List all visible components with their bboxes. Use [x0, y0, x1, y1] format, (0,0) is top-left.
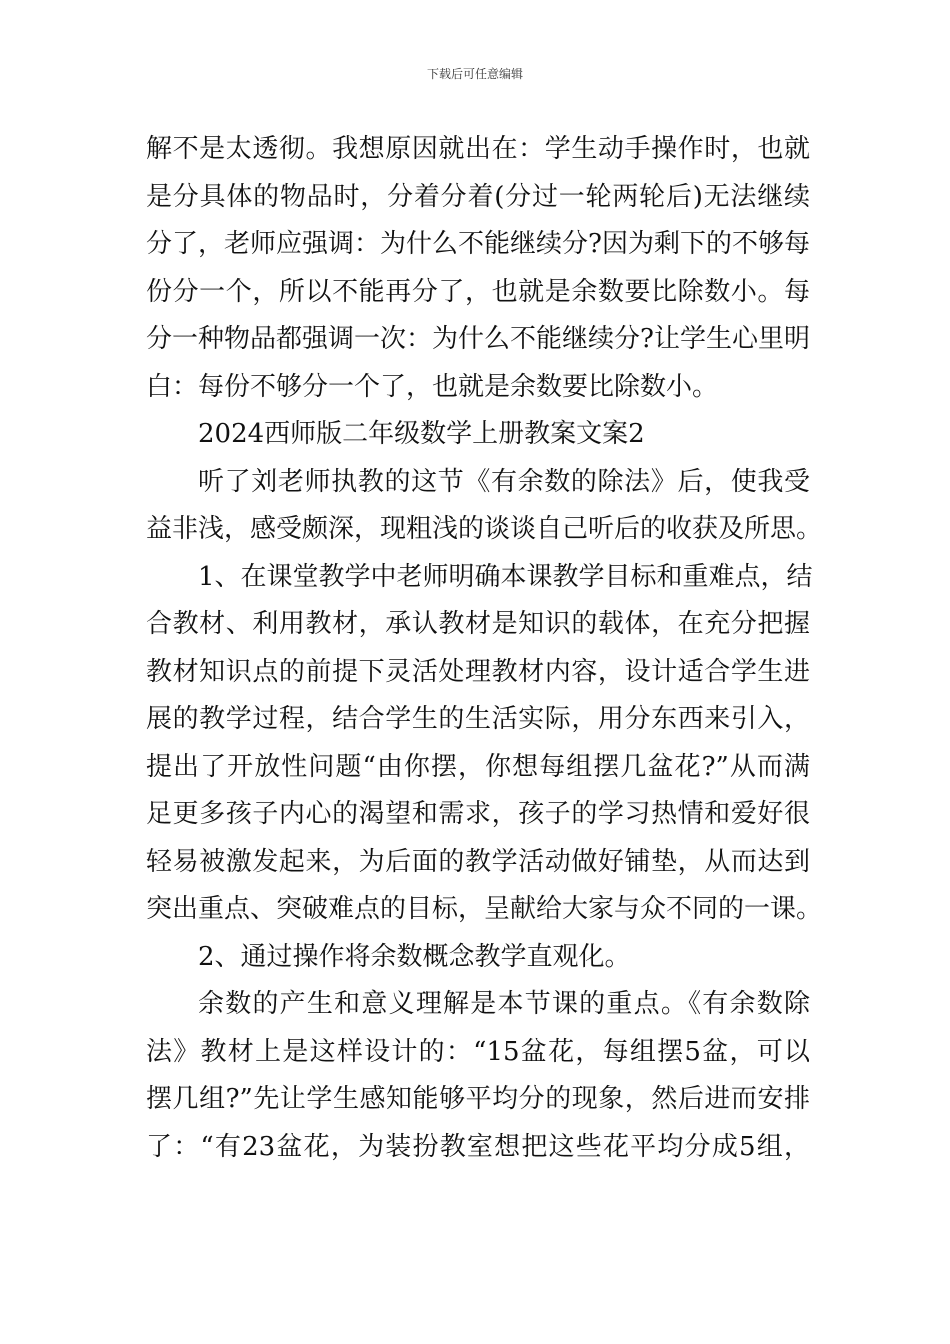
section-heading: 2024西师版二年级数学上册教案文案2 [198, 419, 645, 449]
text-line: 分一种物品都强调一次：为什么不能继续分?让学生心里明 [146, 324, 810, 354]
text-line: 教材知识点的前提下灵活处理教材内容，设计适合学生进 [146, 656, 810, 687]
text-line: 提出了开放性问题“由你摆，你想每组摆几盆花?”从而满 [146, 751, 810, 782]
document-body [146, 126, 823, 1171]
page-header: 下载后可任意编辑 [426, 67, 523, 81]
text-line: 听了刘老师执教的这节《有余数的除法》后，使我受 [198, 466, 810, 497]
text-line: 了：“有23盆花，为装扮教室想把这些花平均分成5组， [146, 1131, 810, 1162]
text-line: 足更多孩子内心的渴望和需求，孩子的学习热情和爱好很 [146, 799, 810, 829]
text-line: 突出重点、突破难点的目标，呈献给大家与众不同的一课。 [146, 894, 823, 924]
text-line: 余数的产生和意义理解是本节课的重点。《有余数除 [198, 989, 810, 1019]
text-line: 是分具体的物品时，分着分着(分过一轮两轮后)无法继续 [146, 181, 810, 212]
text-line: 份分一个，所以不能再分了，也就是余数要比除数小。每 [146, 276, 810, 307]
text-line: 益非浅，感受颇深，现粗浅的谈谈自己听后的收获及所思。 [146, 514, 823, 544]
text-line: 摆几组?”先让学生感知能够平均分的现象，然后进而安排 [146, 1084, 810, 1114]
text-line: 2、通过操作将余数概念教学直观化。 [198, 941, 631, 972]
text-line: 轻易被激发起来，为后面的教学活动做好铺垫，从而达到 [146, 846, 810, 877]
text-line: 展的教学过程，结合学生的生活实际，用分东西来引入， [146, 704, 810, 734]
text-line: 1、在课堂教学中老师明确本课教学目标和重难点，结 [198, 561, 813, 592]
text-line: 解不是太透彻。我想原因就出在：学生动手操作时，也就 [146, 134, 810, 164]
text-line: 法》教材上是这样设计的：“15盆花，每组摆5盆，可以 [146, 1036, 810, 1067]
text-line: 分了，老师应强调：为什么不能继续分?因为剩下的不够每 [146, 229, 810, 259]
text-line: 合教材、利用教材，承认教材是知识的载体，在充分把握 [146, 609, 810, 639]
text-line: 白：每份不够分一个了，也就是余数要比除数小。 [146, 371, 719, 402]
